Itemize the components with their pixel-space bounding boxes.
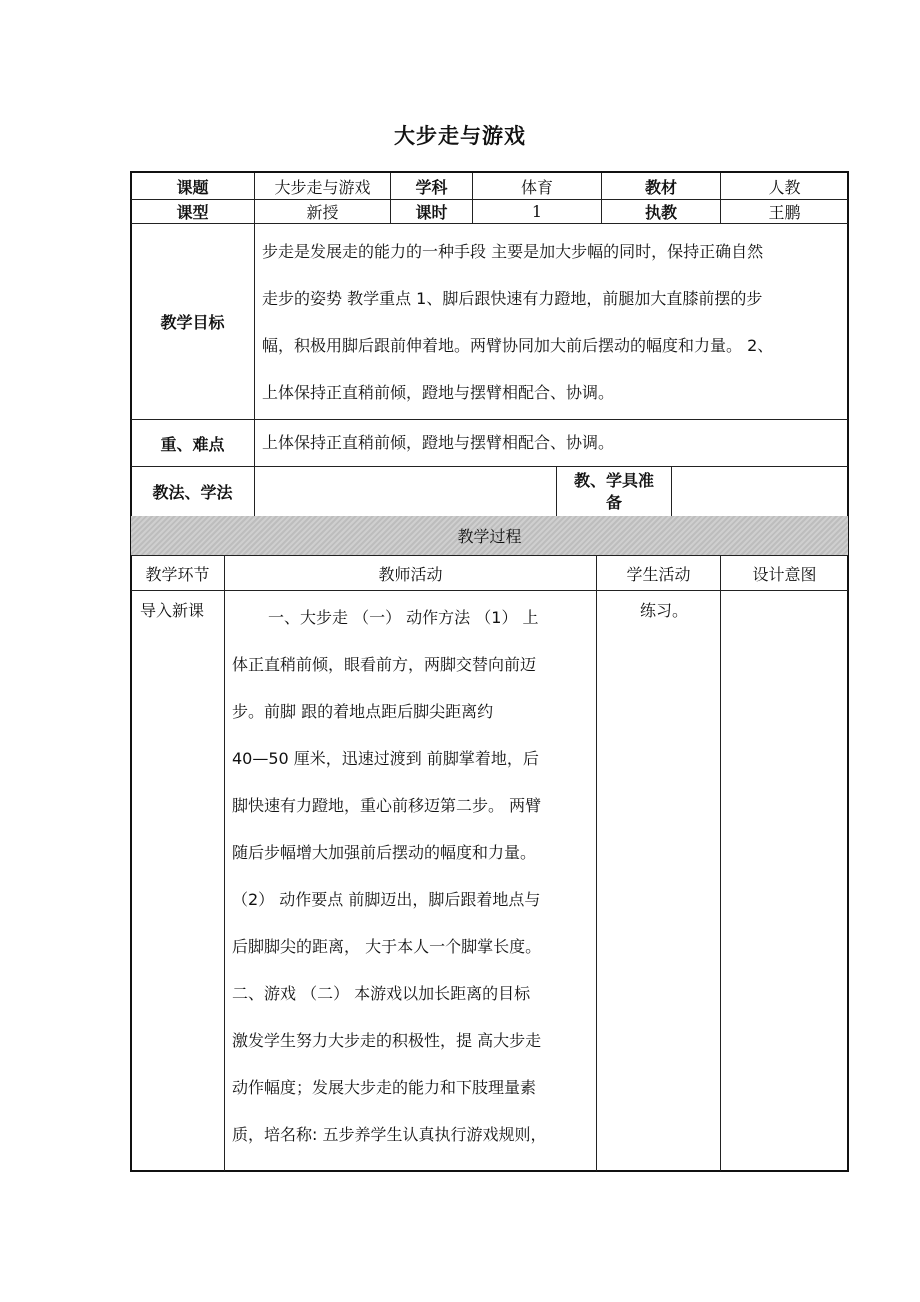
- teacher-activity-line: （2） 动作要点 前脚迈出，脚后跟着地点与: [232, 890, 541, 909]
- teacher-activity-line: 体正直稍前倾，眼看前方，两脚交替向前迈: [232, 655, 537, 674]
- process-banner: 教学过程: [457, 527, 522, 546]
- label-methods: 教法、学法: [152, 483, 233, 502]
- label-teacher: 执教: [644, 203, 677, 222]
- label-teaching-tools-line2: 备: [605, 492, 622, 512]
- column-header-design-intent: 设计意图: [752, 564, 817, 584]
- stage-name: 导入新课: [140, 601, 205, 620]
- col-divider: [720, 555, 721, 1171]
- teacher-activity-line: 激发学生努力大步走的积极性，提 高大步走: [232, 1031, 542, 1050]
- teacher-activity-line: 动作幅度；发展大步走的能力和下肢理量素: [232, 1078, 537, 1097]
- label-objectives: 教学目标: [160, 313, 225, 332]
- value-textbook: 人教: [768, 177, 801, 197]
- column-header-student-activity: 学生活动: [626, 564, 691, 584]
- objectives-line: 幅，积极用脚后跟前伸着地。两臂协同加大前后摆动的幅度和力量。 2、: [262, 336, 774, 355]
- teacher-activity-line: 脚快速有力蹬地，重心前移迈第二步。 两臂: [232, 796, 542, 815]
- col-divider: [596, 555, 597, 1171]
- teacher-activity-line: 随后步幅增大加强前后摆动的幅度和力量。: [232, 843, 537, 862]
- teacher-activity-line: 一、大步走 （一） 动作方法 （1） 上: [268, 608, 539, 627]
- label-discipline: 学科: [415, 177, 448, 197]
- objectives-line: 走步的姿势 教学重点 1、脚后跟快速有力蹬地，前腿加大直膝前摆的步: [262, 289, 763, 308]
- label-lesson-type: 课型: [176, 203, 209, 222]
- teacher-activity-line: 后脚脚尖的距离， 大于本人一个脚掌长度。: [232, 937, 542, 956]
- objectives-line: 上体保持正直稍前倾，蹬地与摆臂相配合、协调。: [262, 383, 615, 402]
- teacher-activity-line: 步。前脚 跟的着地点距后脚尖距离约: [232, 702, 494, 721]
- objectives-line: 步走是发展走的能力的一种手段 主要是加大步幅的同时，保持正确自然: [262, 242, 764, 261]
- label-textbook: 教材: [644, 177, 677, 197]
- value-subject-title: 大步走与游戏: [274, 177, 371, 197]
- label-teaching-tools: [557, 467, 671, 516]
- value-discipline: 体育: [520, 177, 553, 197]
- col-divider: [224, 555, 225, 1171]
- teacher-activity-line: 40—50 厘米，迅速过渡到 前脚掌着地，后: [232, 749, 539, 768]
- value-periods: 1: [531, 202, 543, 221]
- label-subject-title: 课题: [176, 177, 209, 197]
- row-divider: [131, 590, 848, 591]
- label-periods: 课时: [415, 203, 448, 222]
- column-header-teacher-activity: 教师活动: [378, 564, 443, 584]
- objectives-text: [262, 228, 847, 416]
- teacher-activity-line: 二、游戏 （二） 本游戏以加长距离的目标: [232, 984, 531, 1003]
- value-teacher: 王鹏: [768, 203, 801, 222]
- key-points-text: 上体保持正直稍前倾，蹬地与摆臂相配合、协调。: [262, 433, 615, 452]
- value-teaching-tools: [672, 467, 848, 516]
- student-activity-text: 练习。: [640, 601, 689, 620]
- label-teaching-tools-line1: 教、学具准: [573, 470, 654, 490]
- teacher-activity-text: [232, 594, 593, 1158]
- column-header-stage: 教学环节: [145, 564, 210, 584]
- teacher-activity-line: 质，培名称: 五步养学生认真执行游戏规则，: [232, 1125, 547, 1144]
- value-lesson-type: 新授: [306, 203, 339, 222]
- value-methods: [255, 467, 556, 516]
- label-key-points: 重、难点: [160, 434, 225, 454]
- document-title: 大步走与游戏: [394, 124, 526, 148]
